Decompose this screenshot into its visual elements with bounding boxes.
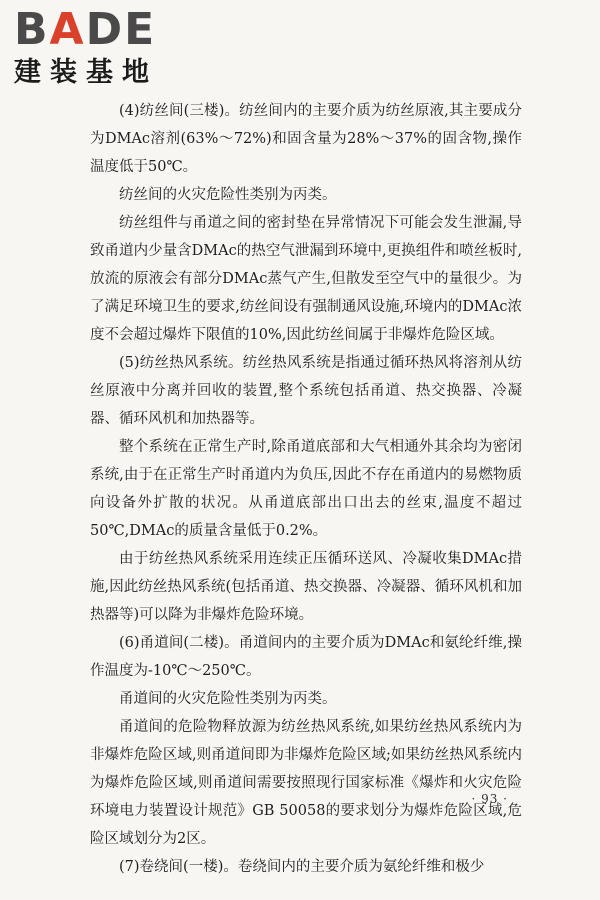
paragraph-tunnel-fire-class: 甬道间的火灾危险性类别为丙类。: [119, 691, 337, 707]
logo-letter-b: B: [14, 4, 50, 55]
paragraph-tunnel-release-source: 甬道间的危险物释放源为纺丝热风系统,如果纺丝热风系统内为非爆炸危险区域,则甬道间即为非爆炸危险区域;如果纺丝热风系统内为爆炸危险区域,则甬道间需要按照现行国家标准《爆炸和火灾危险环境电力装置设计规范》GB 50058的要求划分为爆炸危险区域,危险区域划分为2区。: [90, 719, 522, 847]
paragraph-spinning-room: (4)纺丝间(三楼)。纺丝间内的主要介质为纺丝原液,其主要成分为DMAc溶剂(63%～72%)和固含量为28%～37%的固含物,操作温度低于50℃。: [90, 103, 522, 175]
logo-letters-de: DE: [85, 4, 157, 55]
page-number: · 93 ·: [471, 792, 508, 806]
logo-letter-a: A: [49, 4, 86, 55]
logo-wordmark: [14, 6, 174, 54]
paragraph-hot-air-system: (5)纺丝热风系统。纺丝热风系统是指通过循环热风将溶剂从纺丝原液中分离并回收的装置,整个系统包括甬道、热交换器、冷凝器、循环风机和加热器等。: [90, 355, 522, 427]
paragraph-spinning-leak: 纺丝组件与甬道之间的密封垫在异常情况下可能会发生泄漏,导致甬道内少量含DMAc的热空气泄漏到环境中,更换组件和喷丝板时,放流的原液会有部分DMAc蒸气产生,但散发至空气中的量很少。为了满足环境卫生的要求,纺丝间设有强制通风设施,环境内的DMAc浓度不会超过爆炸下限值的10%,因此纺丝间属于非爆炸危险区域。: [90, 215, 522, 343]
logo-subtitle: 建装基地: [14, 57, 158, 88]
paragraph-spinning-fire-class: 纺丝间的火灾危险性类别为丙类。: [119, 187, 337, 203]
paragraph-winding-room: (7)卷绕间(一楼)。卷绕间内的主要介质为氨纶纤维和极少: [119, 859, 485, 875]
paragraph-system-sealed: 整个系统在正常生产时,除甬道底部和大气相通外其余均为密闭系统,由于在正常生产时甬道内为负压,因此不存在甬道内的易燃物质向设备外扩散的状况。从甬道底部出口出去的丝束,温度不超过50℃,DMAc的质量含量低于0.2%。: [90, 439, 522, 539]
bade-logo: [14, 6, 174, 90]
paragraph-system-nonhazard: 由于纺丝热风系统采用连续正压循环送风、冷凝收集DMAc措施,因此纺丝热风系统(包括甬道、热交换器、冷凝器、循环风机和加热器等)可以降为非爆炸危险环境。: [90, 551, 522, 623]
document-body: [90, 97, 522, 881]
paragraph-tunnel-room: (6)甬道间(二楼)。甬道间内的主要介质为DMAc和氨纶纤维,操作温度为-10℃～250℃。: [90, 635, 522, 679]
